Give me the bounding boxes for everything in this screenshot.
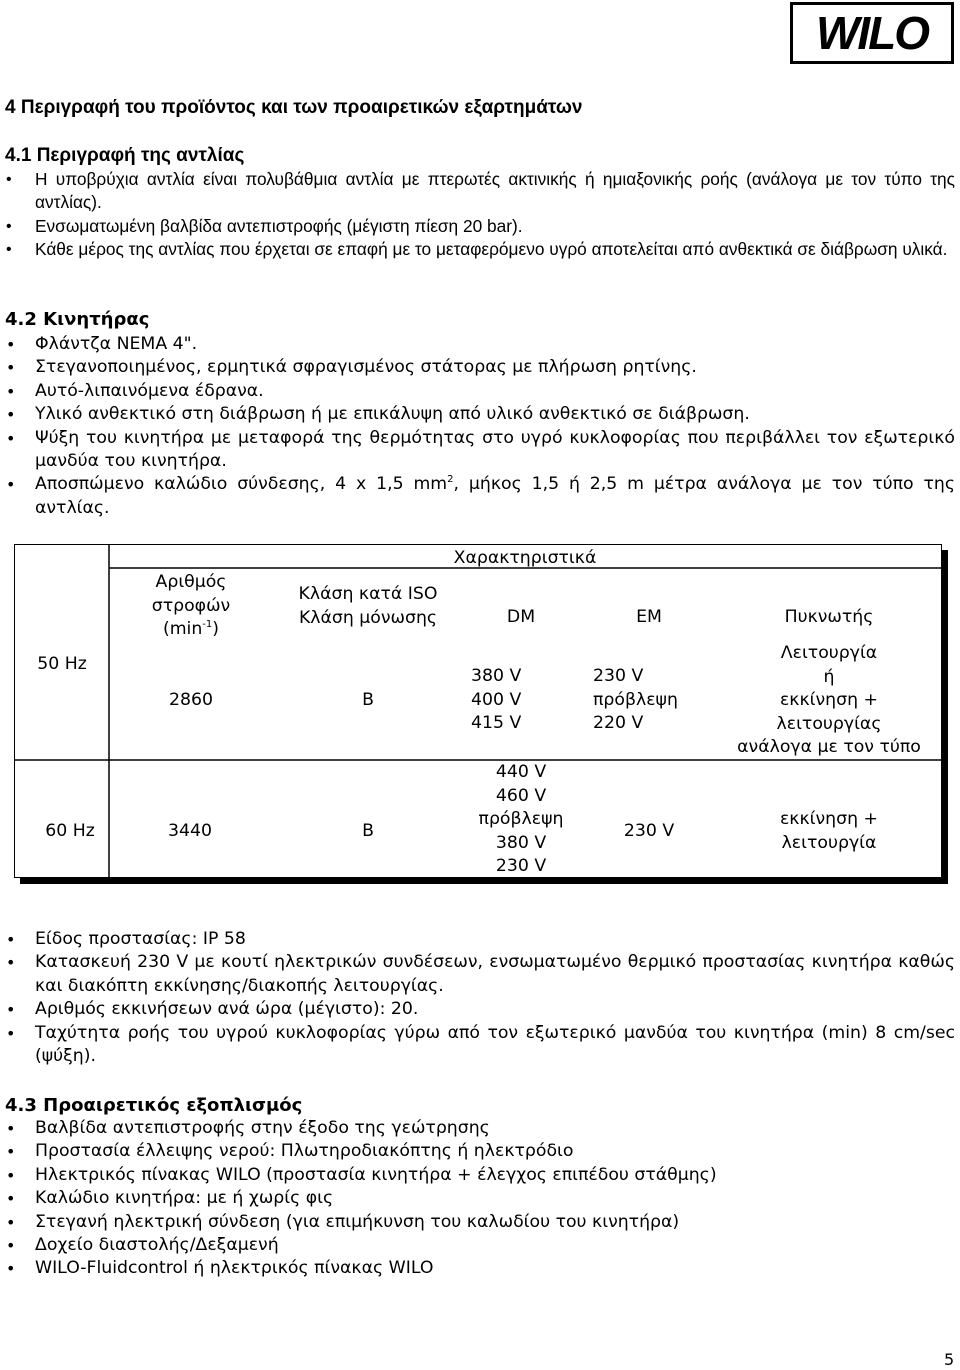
list-item: • Στεγανή ηλεκτρική σύνδεση (για επιμήκυνση του καλωδίου του κινητήρα) [0,1211,955,1234]
class-60hz: B [362,821,374,841]
list-item: • Αυτό-λιπαινόμενα έδρανα. [0,380,955,403]
list-item: • Ταχύτητα ροής του υγρού κυκλοφορίας γύρω από τον εξωτερικό μανδύα του κινητήρα (min) 8 cm/sec (ψύξη). [0,1022,955,1069]
list-item: • Στεγανοποιημένος, ερμητικά σφραγισμένος στάτορας με πλήρωση ρητίνης. [0,356,955,379]
list-item: • Βαλβίδα αντεπιστροφής στην έξοδο της γεώτρησης [0,1117,955,1140]
characteristics-table [14,544,942,878]
em-50hz: 230 V πρόβλεψη 220 V [593,666,678,734]
list-item: • Είδος προστασίας: IP 58 [0,928,955,951]
after-table-list [0,928,955,1068]
list-item: • Κατασκευή 230 V με κουτί ηλεκτρικών συνδέσεων, ενσωματωμένο θερμικό προστασίας κινητήρα καθώς και διακόπτη εκκίνησης/διακοπής λειτουργίας. [0,951,955,998]
freq-50hz: 50 Hz [37,654,87,674]
iso-header: Κλάση κατά ISO Κλάση μόνωσης [298,584,438,628]
section-4-2-list [0,333,955,520]
capacitor-60hz: εκκίνηση + λειτουργία [779,809,879,853]
section-4-3-list [0,1117,955,1281]
page-number: 5 [944,1350,955,1369]
list-item: • Κάθε μέρος της αντλίας που έρχεται σε επαφή με το μεταφερόμενο υγρό αποτελείται από ανθεκτικά σε διάβρωση υλικά. [0,238,955,261]
list-item: • Ηλεκτρικός πίνακας WILO (προστασία κινητήρα + έλεγχος επιπέδου στάθμης) [0,1164,955,1187]
wilo-logo [790,2,954,64]
rpm-header: Αριθμός στροφών $(\min^{-1})$ [151,572,231,640]
class-50hz: B [362,690,374,710]
section-4-2-title: 4.2 Κινητήρας [5,309,150,330]
list-item: • Ψύξη του κινητήρα με μεταφορά της θερμότητας στο υγρό κυκλοφορίας που περιβάλλει τον εξωτερικό μανδύα του κινητήρα. [0,427,955,474]
section-4-title: 4 Περιγραφή του προϊόντος και των προαιρετικών εξαρτημάτων [5,97,583,118]
em-header: EM [636,607,662,627]
list-item: • Η υποβρύχια αντλία είναι πολυβάθμια αντλία με πτερωτές ακτινικής ή ημιαξονικής ροής (ανάλογα με τον τύπο της αντλίας). [0,168,955,215]
em-60hz: 230 V [623,821,675,841]
section-4-1-title: 4.1 Περιγραφή της αντλίας [5,145,245,166]
list-item: • Καλώδιο κινητήρα: με ή χωρίς φις [0,1187,955,1210]
list-item: • Ενσωματωμένη βαλβίδα αντεπιστροφής (μέγιστη πίεση 20 bar). [0,215,955,238]
list-item-cable: • Αποσπώμενο καλώδιο σύνδεσης, 4 x 1,5 $mm^2$, μήκος 1,5 ή 2,5 m μέτρα ανάλογα με τον τύπο της αντλίας. [0,473,955,520]
dm-60hz: 440 V 460 V πρόβλεψη 380 V 230 V [478,762,564,877]
rpm-60hz: 3440 [168,821,212,841]
characteristics-header: Χαρακτηριστικά [453,548,597,568]
list-item: • WILO-Fluidcontrol ή ηλεκτρικός πίνακας WILO [0,1257,955,1280]
dm-50hz: 380 V 400 V 415 V [471,666,522,734]
list-item: • Δοχείο διαστολής/Δεξαμενή [0,1234,955,1257]
freq-60hz: 60 Hz [45,821,95,841]
section-4-3-title: 4.3 Προαιρετικός εξοπλισμός [5,1095,303,1116]
logo-text: WILO [815,7,929,59]
rpm-50hz: 2860 [169,690,213,710]
capacitor-header: Πυκνωτής [784,607,874,627]
section-4-1-list [0,168,955,262]
dm-header: DM [506,607,536,627]
list-item: • Αριθμός εκκινήσεων ανά ώρα (μέγιστο): 20. [0,998,955,1021]
list-item: • Προστασία έλλειψης νερού: Πλωτηροδιακόπτης ή ηλεκτρόδιο [0,1140,955,1163]
list-item: • Φλάντζα NEMA 4". [0,333,955,356]
capacitor-50hz: Λειτουργία ή εκκίνηση + λειτουργίας ανάλογα με τον τύπο [737,643,921,758]
list-item: • Υλικό ανθεκτικό στη διάβρωση ή με επικάλυψη από υλικό ανθεκτικό σε διάβρωση. [0,403,955,426]
